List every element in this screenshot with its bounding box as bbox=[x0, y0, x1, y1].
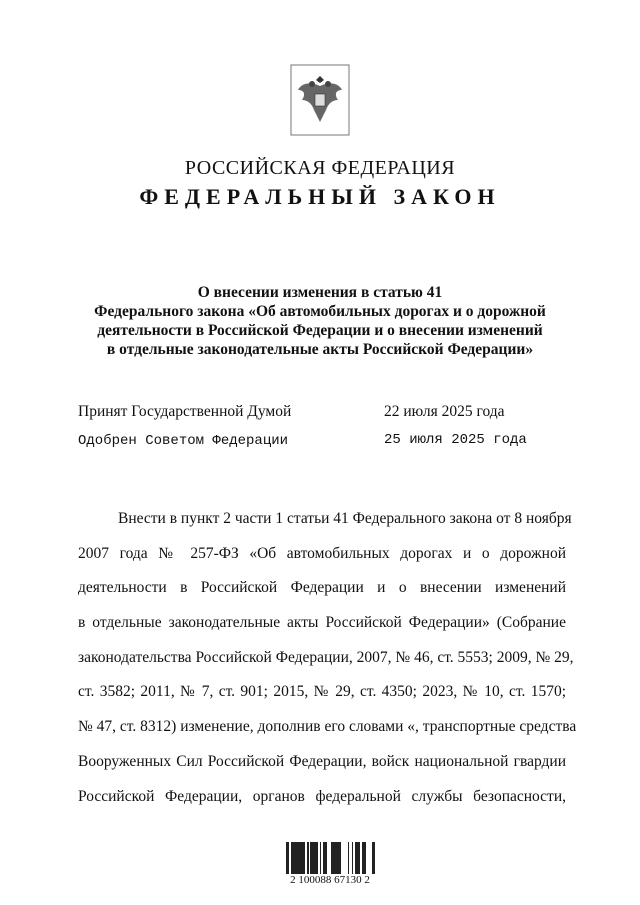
body-line: 2007 года № 257-ФЗ «Об автомобильных дорогах и о дорожной bbox=[78, 544, 566, 562]
council-approval-label: Одобрен Советом Федерации bbox=[78, 433, 289, 449]
body-line: ст. 3582; 2011, № 7, ст. 901; 2015, № 29, ст. 4350; 2023, № 10, ст. 1570; bbox=[78, 683, 566, 701]
body-line: деятельности в Российской Федерации и о внесении изменений bbox=[78, 579, 566, 597]
country-name: РОССИЙСКАЯ ФЕДЕРАЦИЯ bbox=[184, 157, 456, 179]
duma-adoption-date: 22 июля 2025 года bbox=[384, 403, 505, 420]
law-body bbox=[78, 510, 577, 822]
coat-of-arms-emblem bbox=[290, 64, 350, 136]
title-line: деятельности в Российской Федерации и о внесении изменений bbox=[97, 322, 543, 339]
body-line: в отдельные законодательные акты Российской Федерации» (Собрание bbox=[78, 614, 566, 632]
duma-adoption-label: Принят Государственной Думой bbox=[78, 403, 292, 420]
council-approval-date: 25 июля 2025 года bbox=[384, 432, 527, 448]
body-line: Внести в пункт 2 части 1 статьи 41 Федерального закона от 8 ноября bbox=[118, 510, 572, 527]
body-line: № 47, ст. 8312) изменение, дополнив его словами «, транспортные средства bbox=[78, 718, 577, 736]
body-line: Вооруженных Сил Российской Федерации, войск национальной гвардии bbox=[78, 752, 566, 770]
title-line: О внесении изменения в статью 41 bbox=[197, 284, 443, 301]
document-type: ФЕДЕРАЛЬНЫЙ ЗАКОН bbox=[139, 184, 501, 209]
body-line: законодательства Российской Федерации, 2007, № 46, ст. 5553; 2009, № 29, bbox=[78, 648, 574, 666]
title-line: в отдельные законодательные акты Российской Федерации» bbox=[106, 341, 534, 358]
barcode bbox=[284, 834, 376, 874]
title-line: Федерального закона «Об автомобильных дорогах и о дорожной bbox=[94, 303, 546, 320]
barcode-number: 2 100088 67130 2 bbox=[290, 874, 370, 886]
law-title bbox=[80, 283, 560, 359]
body-line: Российской Федерации, органов федеральной службы безопасности, bbox=[78, 787, 566, 805]
